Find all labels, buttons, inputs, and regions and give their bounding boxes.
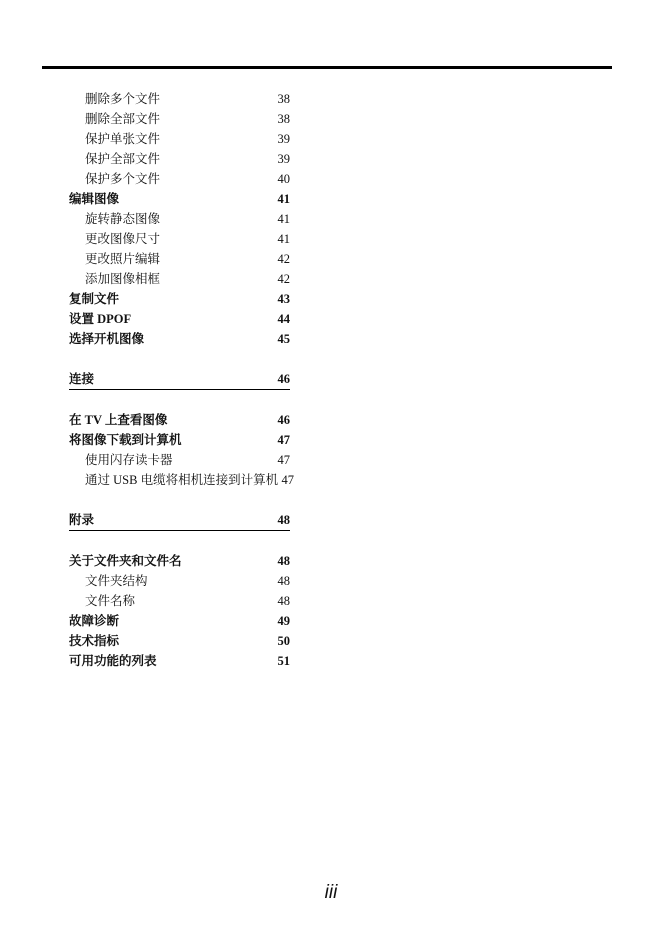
toc-spacer — [0, 531, 662, 551]
toc-label: 编辑图像 — [69, 192, 120, 206]
toc-page-number: 48 — [277, 594, 290, 608]
toc-entry-level2[interactable] — [0, 89, 662, 109]
toc-page-number: 47 — [277, 433, 290, 447]
toc-label: 故障诊断 — [69, 614, 120, 628]
toc-page-number: 49 — [277, 614, 290, 628]
toc-page-number: 42 — [277, 252, 290, 266]
toc-entry-level1[interactable] — [0, 289, 662, 309]
toc-entry-level2[interactable] — [0, 249, 662, 269]
toc-page-number: 41 — [277, 232, 290, 246]
toc-page-number: 48 — [277, 574, 290, 588]
toc-entry-level2[interactable] — [0, 209, 662, 229]
toc-entry-level1[interactable] — [0, 410, 662, 430]
toc-page-number: 40 — [277, 172, 290, 186]
toc-label: 技术指标 — [69, 634, 120, 648]
toc-section-heading[interactable] — [69, 510, 290, 531]
toc-page-number: 39 — [277, 132, 290, 146]
toc-label: 将图像下载到计算机 — [69, 433, 182, 447]
toc-label: 旋转静态图像 — [85, 212, 161, 226]
toc-entry-level1[interactable] — [0, 611, 662, 631]
toc-entry-level2[interactable] — [0, 450, 662, 470]
toc-entry-level2[interactable] — [0, 229, 662, 249]
toc-entry-level2[interactable] — [0, 470, 662, 490]
toc-spacer — [0, 349, 662, 369]
toc-page-number: 50 — [277, 634, 290, 648]
toc-label: 复制文件 — [69, 292, 120, 306]
toc-label: 保护全部文件 — [85, 152, 161, 166]
toc-page-number: 39 — [277, 152, 290, 166]
toc-page-number: 38 — [277, 112, 290, 126]
toc-entry-level1[interactable] — [0, 329, 662, 349]
header-rule — [42, 66, 612, 69]
toc-entry-level1[interactable] — [0, 189, 662, 209]
toc-section-heading[interactable] — [69, 369, 290, 390]
toc-entry-level2[interactable] — [0, 129, 662, 149]
toc-page-number: 45 — [277, 332, 290, 346]
toc-entry-level2[interactable] — [0, 571, 662, 591]
toc-entry-level2[interactable] — [0, 591, 662, 611]
toc-page-number: 41 — [277, 212, 290, 226]
toc-entry-level1[interactable] — [0, 631, 662, 651]
toc-label: 附录 — [69, 513, 95, 527]
toc-page-number: 44 — [277, 312, 290, 326]
toc-page-number: 47 — [281, 473, 294, 487]
table-of-contents — [0, 89, 662, 671]
toc-page-number: 46 — [277, 413, 290, 427]
toc-label: 更改照片编辑 — [85, 252, 161, 266]
toc-label: 更改图像尺寸 — [85, 232, 161, 246]
toc-entry-level2[interactable] — [0, 269, 662, 289]
toc-label: 连接 — [69, 372, 95, 386]
toc-entry-level2[interactable] — [0, 149, 662, 169]
toc-entry-level2[interactable] — [0, 169, 662, 189]
toc-page-number: 51 — [277, 654, 290, 668]
toc-entry-level1[interactable] — [0, 309, 662, 329]
toc-page-number: 46 — [277, 372, 290, 386]
toc-label: 删除全部文件 — [85, 112, 161, 126]
toc-label: 文件夹结构 — [85, 574, 148, 588]
toc-spacer — [0, 490, 662, 510]
toc-page-number: 47 — [277, 453, 290, 467]
toc-label: 设置 DPOF — [69, 312, 132, 326]
toc-page-number: 42 — [277, 272, 290, 286]
toc-label: 删除多个文件 — [85, 92, 161, 106]
toc-label: 保护单张文件 — [85, 132, 161, 146]
toc-label: 通过 USB 电缆将相机连接到计算机 — [85, 473, 279, 487]
toc-label: 关于文件夹和文件名 — [69, 554, 182, 568]
toc-label: 保护多个文件 — [85, 172, 161, 186]
toc-label: 使用闪存读卡器 — [85, 453, 173, 467]
toc-label: 添加图像相框 — [85, 272, 161, 286]
toc-spacer — [0, 390, 662, 410]
toc-page-number: 48 — [277, 513, 290, 527]
toc-page-number: 41 — [277, 192, 290, 206]
toc-label: 在 TV 上查看图像 — [69, 413, 168, 427]
toc-page-number: 48 — [277, 554, 290, 568]
toc-entry-level1[interactable] — [0, 651, 662, 671]
toc-entry-level1[interactable] — [0, 430, 662, 450]
toc-entry-level2[interactable] — [0, 109, 662, 129]
toc-label: 文件名称 — [85, 594, 136, 608]
toc-label: 可用功能的列表 — [69, 654, 157, 668]
toc-label: 选择开机图像 — [69, 332, 145, 346]
toc-page-number: 43 — [277, 292, 290, 306]
toc-page-number: 38 — [277, 92, 290, 106]
page-number: iii — [324, 882, 338, 903]
toc-entry-level1[interactable] — [0, 551, 662, 571]
